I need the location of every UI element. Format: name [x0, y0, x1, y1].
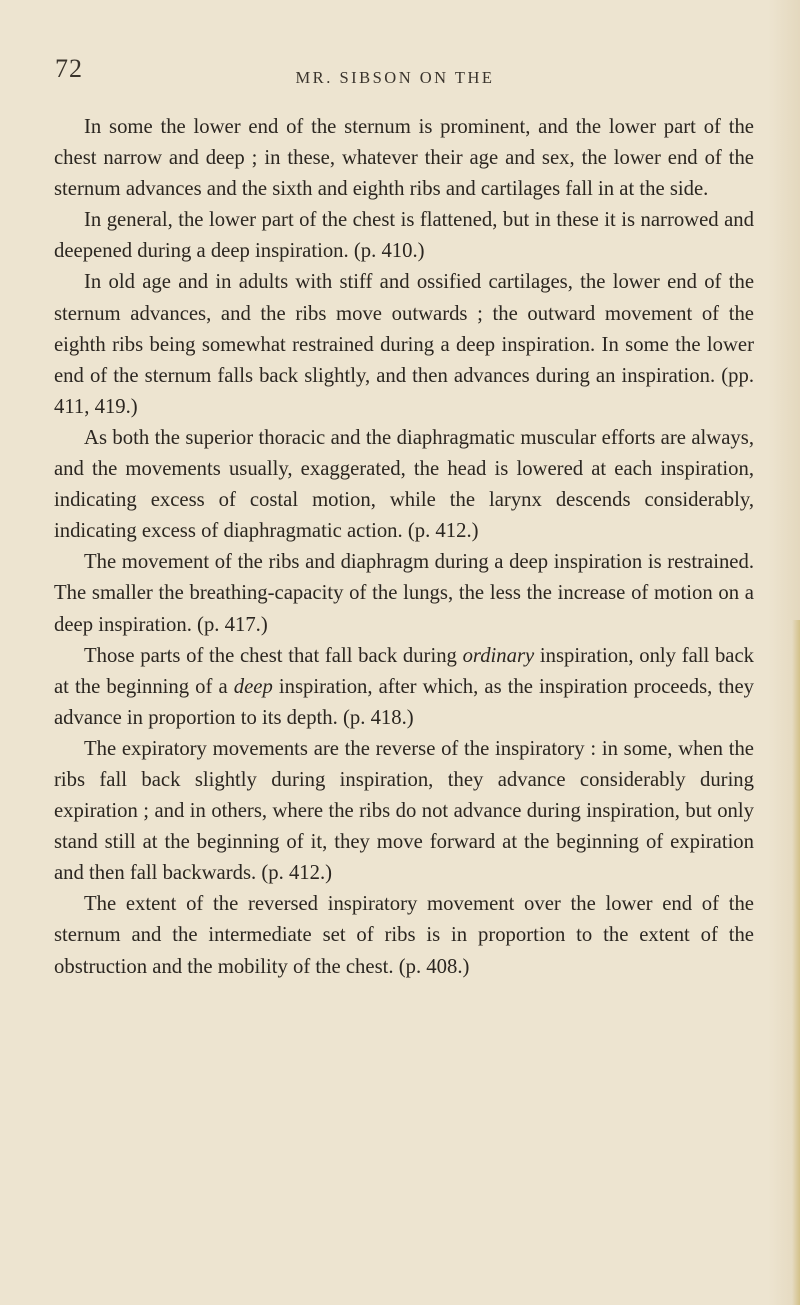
paragraph: In some the lower end of the sternum is prominent, and the lower part of the chest narrow and deep ; in these, whatever their age and sex, the lower end of the sternum advances and the sixth and eighth ribs and cartilages fall in at the side.: [54, 116, 754, 201]
text-run: Those parts of the chest that fall back during: [84, 644, 463, 667]
running-head: MR. SIBSON ON THE: [295, 68, 495, 87]
paragraph: In old age and in adults with stiff and ossified cartilages, the lower end of the sternum advances, and the ribs move outwards ; the outward movement of the eighth ribs being somewhat restrained during a deep inspiration. In some the lower end of the sternum falls back slightly, and then advances during an inspiration. (pp. 411, 419.): [54, 271, 754, 418]
page-header: [55, 54, 735, 90]
paragraph: As both the superior thoracic and the diaphragmatic muscular efforts are always, and the movements usually, exaggerated, the head is lowered at each inspiration, indicating excess of costal motion, while the larynx descends considerably, indicating excess of diaphragmatic action. (p. 412.): [54, 426, 754, 543]
page-number: 72: [55, 54, 83, 83]
page-edge-shading: [792, 620, 800, 1305]
paragraph: The expiratory movements are the reverse of the inspiratory : in some, when the ribs fall back slightly during inspiration, they advance considerably during expiration ; and in others, where the ribs do not advance during inspiration, but only stand still at the beginning of it, they move forward at the beginning of expiration and then fall backwards. (p. 412.): [54, 737, 754, 885]
italic-word: ordinary: [462, 644, 535, 667]
italic-word: deep: [233, 675, 273, 698]
text-run: inspiration, only fall back at the beginning of a: [54, 644, 755, 698]
body-text: [54, 112, 754, 983]
text-run: inspiration, after which, as the inspiration proceeds, they advance in proportion to its depth. (p. 418.): [54, 675, 754, 729]
paragraph: The extent of the reversed inspiratory movement over the lower end of the sternum and the intermediate set of ribs is in proportion to the extent of the obstruction and the mobility of the chest. (p. 408.): [54, 893, 754, 978]
paragraph: The movement of the ribs and diaphragm during a deep inspiration is restrained. The smaller the breathing-capacity of the lungs, the less the increase of motion on a deep inspiration. (p. 417.): [54, 551, 754, 636]
paragraph: [54, 641, 754, 734]
paragraph: In general, the lower part of the chest is flattened, but in these it is narrowed and deepened during a deep inspiration. (p. 410.): [54, 209, 754, 263]
